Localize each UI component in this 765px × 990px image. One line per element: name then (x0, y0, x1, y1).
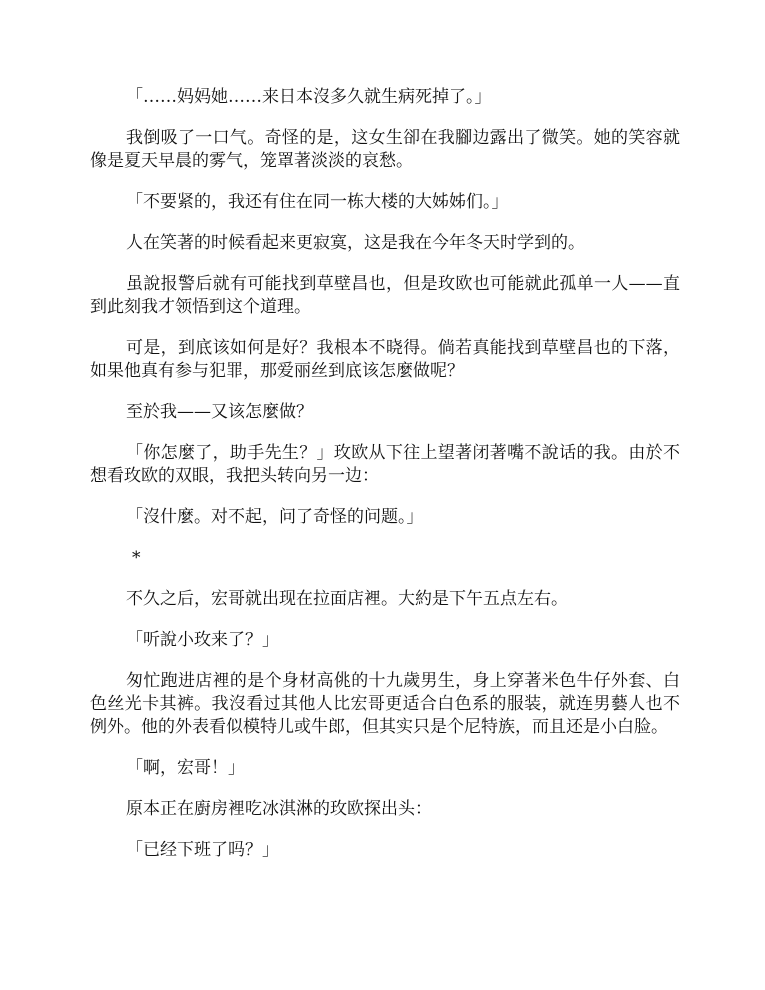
paragraph: 虽說报警后就有可能找到草壁昌也，但是玫欧也可能就此孤单一人——直到此刻我才领悟到这个道理。 (90, 274, 680, 317)
paragraph: 「听說小玫来了？」 (126, 630, 279, 650)
paragraph: 「已经下班了吗？」 (126, 840, 279, 860)
paragraph: 不久之后，宏哥就出现在拉面店裡。大約是下午五点左右。 (126, 589, 568, 609)
paragraph: 可是，到底该如何是好？我根本不晓得。倘若真能找到草壁昌也的下落，如果他真有参与犯罪，那爱丽丝到底该怎麼做呢？ (90, 338, 680, 381)
document-page (90, 86, 680, 880)
paragraph: 匆忙跑进店裡的是个身材高佻的十九歲男生，身上穿著米色牛仔外套、白色丝光卡其裤。我沒看过其他人比宏哥更适合白色系的服装，就连男藝人也不例外。他的外表看似模特儿或牛郎，但其实只是个尼特族，而且还是小白脸。 (90, 671, 680, 737)
scene-separator: * (132, 548, 141, 568)
paragraph: 「你怎麼了，助手先生？」玫欧从下往上望著闭著嘴不說话的我。由於不想看玫欧的双眼，我把头转向另一边： (90, 443, 680, 486)
paragraph: 「……妈妈她……来日本沒多久就生病死掉了。」 (126, 87, 492, 107)
paragraph: 至於我——又该怎麼做？ (126, 402, 313, 422)
paragraph: 「沒什麼。对不起，问了奇怪的问题。」 (126, 507, 424, 527)
paragraph: 原本正在廚房裡吃冰淇淋的玫欧探出头： (126, 799, 432, 819)
paragraph: 人在笑著的时候看起来更寂寞，这是我在今年冬天时学到的。 (126, 233, 585, 253)
paragraph: 我倒吸了一口气。奇怪的是，这女生卻在我腳边露出了微笑。她的笑容就像是夏天早晨的雾气，笼罩著淡淡的哀愁。 (90, 128, 680, 171)
paragraph: 「啊，宏哥！」 (126, 758, 245, 778)
paragraph: 「不要紧的，我还有住在同一栋大楼的大姊姊们。」 (126, 192, 509, 212)
